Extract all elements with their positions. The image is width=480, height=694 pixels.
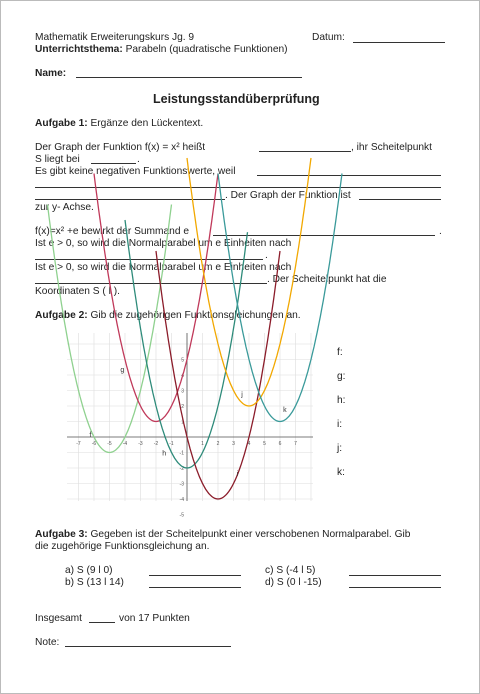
x-tick-label: -5 — [107, 441, 112, 447]
curve-label-i: i — [236, 470, 239, 478]
task1-line2b: . — [137, 154, 140, 165]
curve-label-k: k — [283, 407, 287, 415]
y-tick-label: -2 — [179, 466, 184, 472]
task2-label: Aufgabe 2: — [35, 310, 88, 321]
task1-heading — [35, 118, 203, 130]
x-tick-label: -7 — [76, 441, 81, 447]
answer-h: h: — [337, 395, 346, 406]
name-label: Name: — [35, 68, 67, 79]
y-tick-label: -5 — [179, 512, 184, 519]
topic-label: Unterrichtsthema: — [35, 44, 123, 55]
task3-blank-c[interactable] — [349, 575, 441, 576]
y-tick-label: 5 — [181, 357, 184, 364]
x-tick-label: 5 — [263, 441, 266, 447]
blank-1[interactable] — [259, 151, 351, 152]
task3-blank-d[interactable] — [349, 587, 441, 588]
curve-label-g: g — [120, 366, 125, 374]
task3-item-c: c) S (-4 l 5) — [265, 565, 316, 576]
task1-line11b: . Der Scheitelpunkt hat die — [267, 274, 387, 285]
task1-line8: Ist e > 0, so wird die Normalparabel um e Einheiten nach — [35, 238, 292, 249]
blank-5[interactable] — [35, 199, 225, 200]
task1-instruction: Ergänze den Lückentext. — [90, 118, 204, 129]
task3-label: Aufgabe 3: — [35, 529, 88, 540]
blank-2[interactable] — [91, 163, 136, 164]
task1-line9b: . — [265, 250, 268, 261]
blank-8[interactable] — [35, 259, 263, 260]
parabola-graph — [67, 333, 313, 519]
name-line[interactable] — [76, 77, 302, 78]
task1-line3: Es gibt keine negativen Funktionswerte, weil — [35, 166, 236, 177]
task3-item-a: a) S (9 l 0) — [65, 565, 113, 576]
curve-label-j: j — [241, 391, 243, 399]
points-blank[interactable] — [89, 622, 115, 623]
answer-f: f: — [337, 347, 343, 358]
task3-blank-a[interactable] — [149, 575, 241, 576]
y-tick-label: -3 — [179, 481, 184, 488]
y-tick-label: 4 — [181, 373, 184, 379]
date-label: Datum: — [312, 32, 345, 43]
page-title: Leistungsstandüberprüfung — [153, 92, 320, 106]
task1-line7b: . — [439, 226, 442, 237]
blank-9[interactable] — [35, 283, 267, 284]
task3-item-b: b) S (13 l 14) — [65, 577, 124, 588]
note-line[interactable] — [65, 646, 231, 647]
y-tick-label: 3 — [181, 388, 184, 395]
y-tick-label: -1 — [179, 450, 184, 457]
x-tick-label: -3 — [138, 441, 143, 447]
task1-line12: Koordinaten S ( l ). — [35, 286, 120, 297]
task1-line10: Ist e > 0, so wird die Normalparabel um e Einheiten nach — [35, 262, 292, 273]
answer-j: j: — [337, 443, 343, 454]
x-tick-label: -4 — [122, 441, 128, 447]
x-tick-label: 2 — [216, 441, 220, 447]
task3-instruction-1: Gegeben ist der Scheitelpunkt einer verschobenen Normalparabel. Gib — [90, 529, 411, 540]
topic-line — [35, 44, 288, 56]
task1-line6: zur y- Achse. — [35, 202, 94, 213]
x-tick-label: 6 — [278, 441, 282, 447]
x-tick-label: 3 — [232, 441, 235, 447]
task3-instruction-2: die zugehörige Funktionsgleichung an. — [35, 541, 210, 552]
total-prefix: Insgesamt — [35, 613, 82, 624]
task2-instruction: Gib die zugehörigen Funktionsgleichungen an. — [90, 310, 301, 321]
task2-heading — [35, 310, 301, 322]
curve-label-h: h — [162, 450, 167, 458]
task1-line7: f(x)=x² +e bewirkt der Summand e — [35, 226, 190, 237]
x-tick-label: 4 — [247, 441, 251, 447]
task1-label: Aufgabe 1: — [35, 118, 88, 129]
x-tick-label: 7 — [294, 441, 297, 447]
answer-i: i: — [337, 419, 343, 430]
y-tick-label: 2 — [181, 404, 184, 410]
task1-line1b: , ihr Scheitelpunkt — [351, 142, 432, 153]
x-tick-label: 1 — [201, 441, 204, 447]
task1-line1: Der Graph der Funktion f(x) = x² heißt — [35, 142, 206, 153]
task1-line5b: . Der Graph der Funktion ist — [225, 190, 351, 201]
x-tick-label: -2 — [153, 441, 159, 447]
task3-heading — [35, 529, 410, 541]
topic-text: Parabeln (quadratische Funktionen) — [125, 44, 288, 55]
blank-6[interactable] — [359, 199, 441, 200]
x-tick-label: -1 — [169, 441, 174, 447]
total-suffix: von 17 Punkten — [119, 613, 190, 624]
y-tick-label: -4 — [179, 497, 184, 503]
course-label: Mathematik Erweiterungskurs Jg. 9 — [35, 32, 195, 43]
curve-label-f: f — [89, 432, 92, 439]
answer-g: g: — [337, 371, 346, 382]
note-label: Note: — [35, 637, 60, 648]
task3-item-d: d) S (0 l -15) — [265, 577, 322, 588]
blank-3[interactable] — [257, 175, 441, 176]
x-tick-label: -6 — [91, 441, 97, 447]
blank-7[interactable] — [213, 235, 435, 236]
task3-blank-b[interactable] — [149, 587, 241, 588]
task1-line2: S liegt bei — [35, 154, 80, 165]
date-line[interactable] — [353, 42, 445, 43]
answer-k: k: — [337, 467, 345, 478]
y-tick-label: 1 — [181, 419, 184, 426]
